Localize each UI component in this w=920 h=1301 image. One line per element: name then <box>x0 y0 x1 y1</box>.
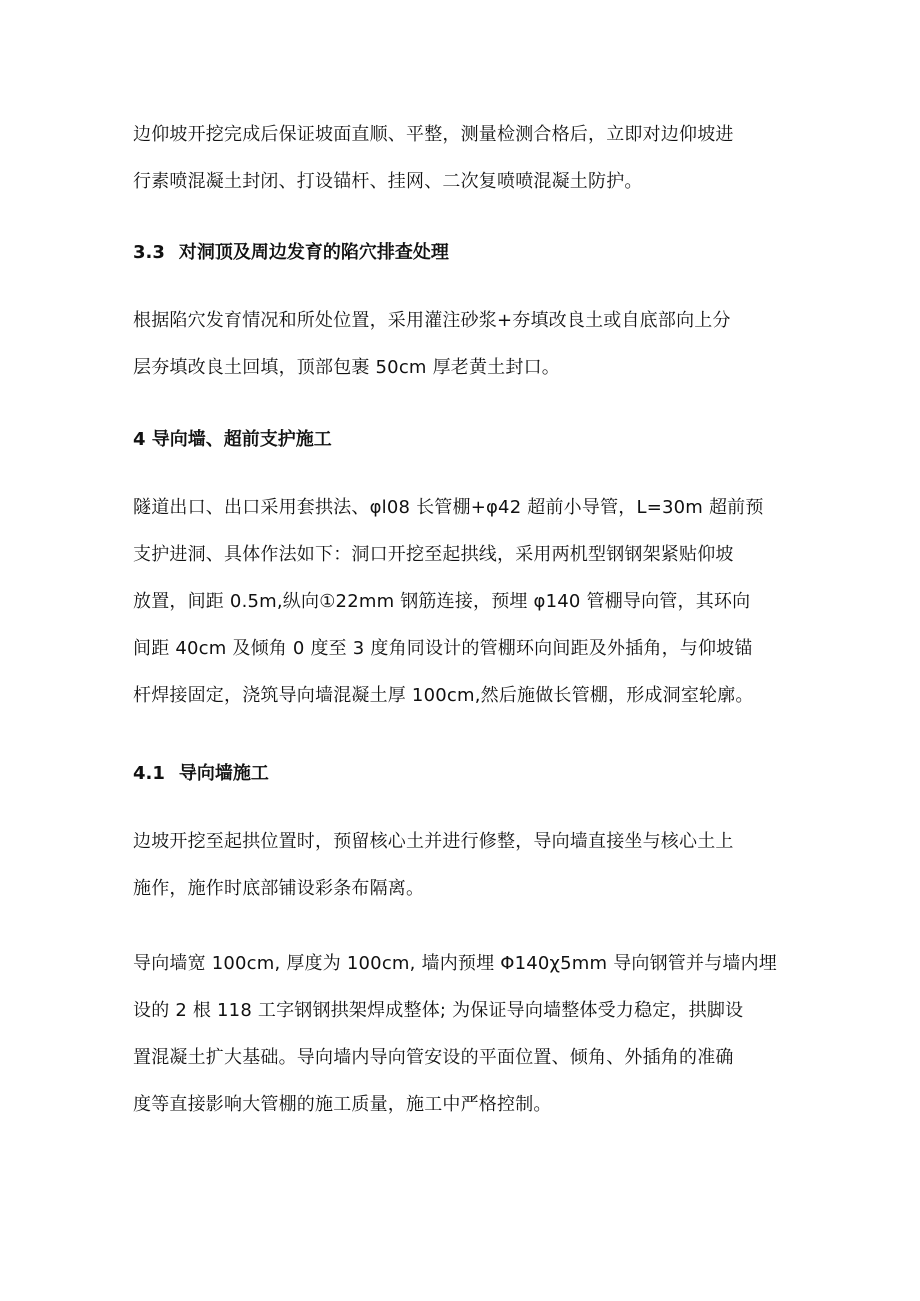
text-line: 根据陷穴发育情况和所处位置，采用灌注砂浆+夯填改良土或自底部向上分 <box>133 310 731 331</box>
text-line: 设的 2 根 118 工字钢钢拱架焊成整体; 为保证导向墙整体受力稳定，拱脚设 <box>133 1000 744 1021</box>
paragraph-advance-support <box>133 484 803 719</box>
text-line: 边仰坡开挖完成后保证坡面直顺、平整，测量检测合格后，立即对边仰坡进 <box>133 124 734 145</box>
text-line: 杆焊接固定，浇筑导向墙混凝土厚 100cm,然后施做长管棚，形成洞室轮廓。 <box>133 685 754 706</box>
text-line: 行素喷混凝土封闭、打设锚杆、挂网、二次复喷喷混凝土防护。 <box>133 171 643 192</box>
section-heading-3-3 <box>133 233 803 273</box>
text-line: 层夯填改良土回填，顶部包裹 50cm 厚老黄土封口。 <box>133 357 560 378</box>
paragraph-sinkhole-treatment <box>133 297 803 391</box>
text-line: 导向墙宽 100cm, 厚度为 100cm, 墙内预埋 Φ140χ5mm 导向钢管并与墙内埋 <box>133 953 777 974</box>
text-line: 隧道出口、出口采用套拱法、φl08 长管棚+φ42 超前小导管，L=30m 超前预 <box>133 497 764 518</box>
text-line: 支护进洞、具体作法如下：洞口开挖至起拱线，采用两机型钢钢架紧贴仰坡 <box>133 544 734 565</box>
text-line: 施作，施作时底部铺设彩条布隔离。 <box>133 878 425 899</box>
text-line: 置混凝土扩大基础。导向墙内导向管安设的平面位置、倾角、外插角的准确 <box>133 1047 734 1068</box>
section-number: 3.3 <box>133 242 165 263</box>
paragraph-slope-protection <box>133 111 803 205</box>
section-title: 导向墙施工 <box>178 763 269 784</box>
section-title: 对洞顶及周边发育的陷穴排查处理 <box>178 242 449 263</box>
text-line: 间距 40cm 及倾角 0 度至 3 度角同设计的管棚环向间距及外插角，与仰坡锚 <box>133 638 753 659</box>
paragraph-guide-wall-specs <box>133 940 803 1128</box>
section-heading-4-1 <box>133 754 803 794</box>
section-number: 4.1 <box>133 763 165 784</box>
section-heading-4 <box>133 420 803 460</box>
text-line: 放置，间距 0.5m,纵向①22mm 钢筋连接，预埋 φ140 管棚导向管，其环向 <box>133 591 751 612</box>
text-line: 边坡开挖至起拱位置时，预留核心土并进行修整，导向墙直接坐与核心土上 <box>133 831 734 852</box>
text-line: 度等直接影响大管棚的施工质量，施工中严格控制。 <box>133 1094 552 1115</box>
section-title: 4 导向墙、超前支护施工 <box>133 429 332 450</box>
paragraph-guide-wall-construction <box>133 818 803 912</box>
